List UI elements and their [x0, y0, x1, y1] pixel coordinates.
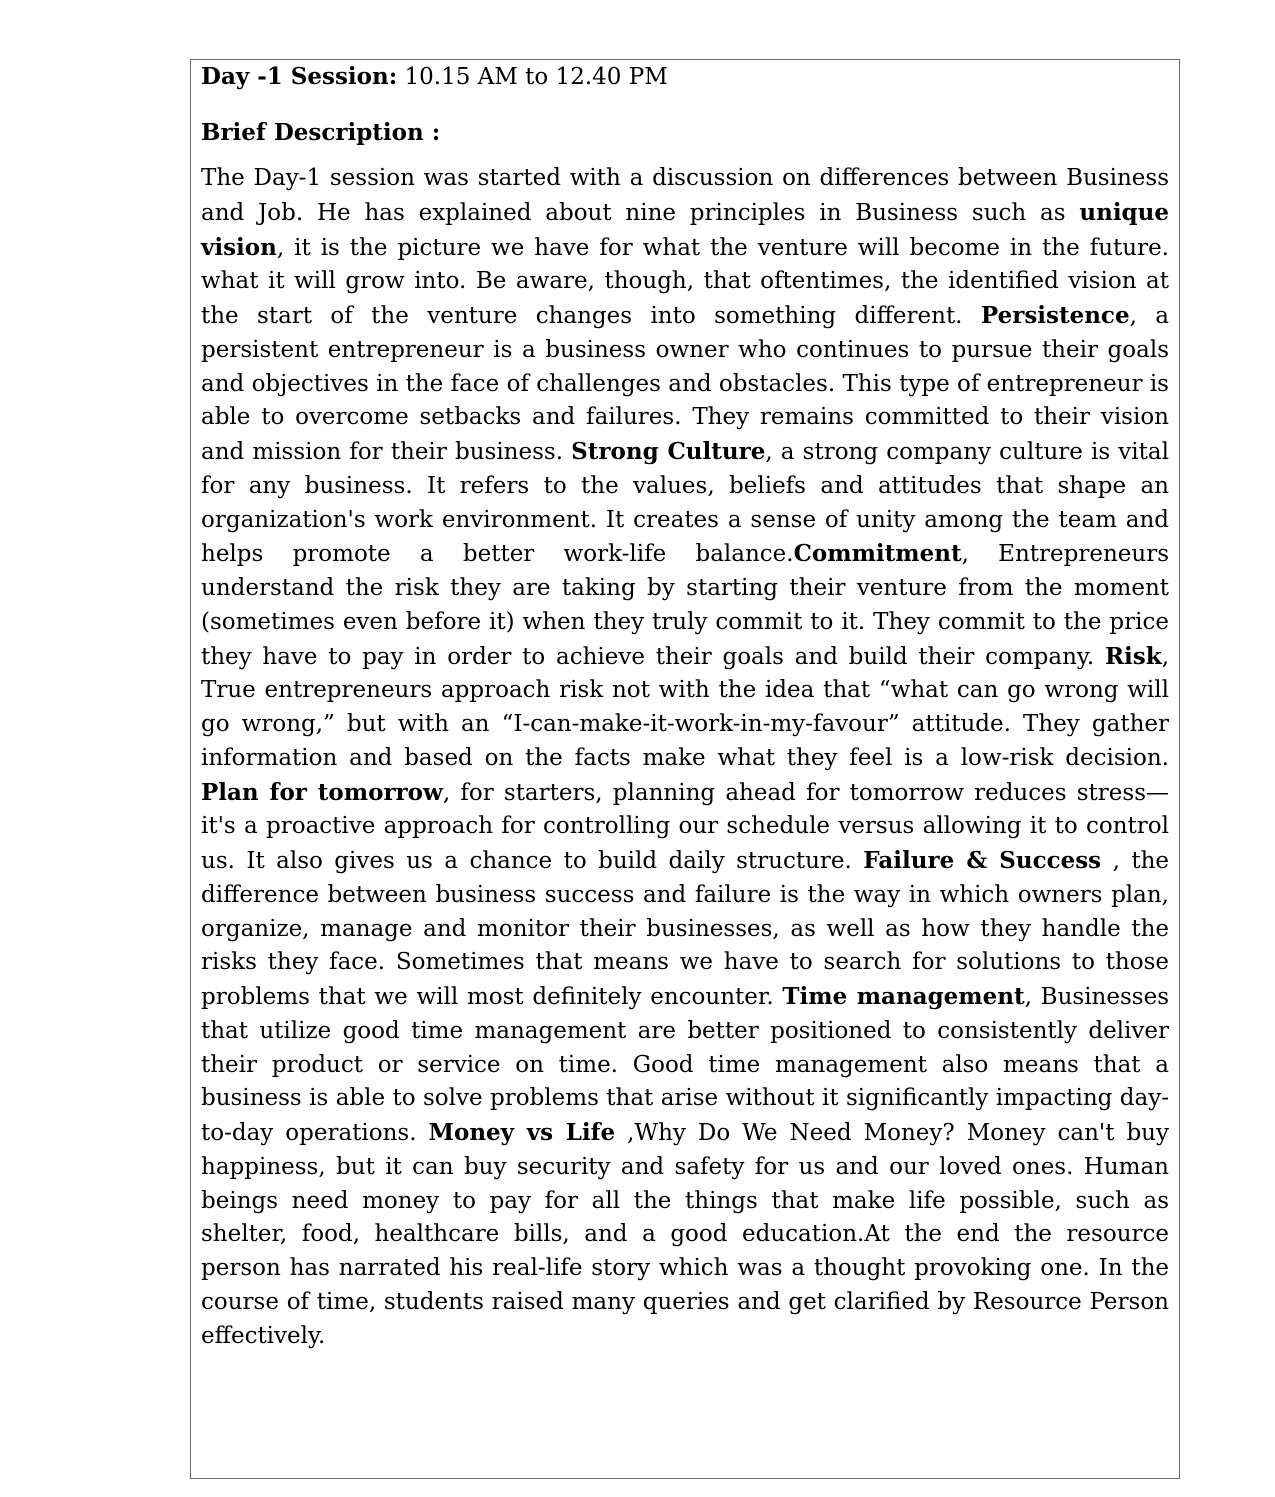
paragraph-text: , True entrepreneurs approach risk not with the idea that “what can go wrong will go wrong,” but with an “I-can-make-it-work-in-my-favour” attitude. They gather information and based on the facts make what they feel is a low-risk decision. — [201, 643, 1169, 771]
principle-term: Failure & Success — [863, 847, 1102, 874]
paragraph-text: ,Why Do We Need Money? Money can't buy happiness, but it can buy security and safety for us and our loved ones. Human beings need money to pay for all the things that make life possible, such as shelter, food, healthcare bills, and a good education.At the end the resource person has narrated his real-life story which was a thought provoking one. In the course of time, students raised many queries and get clarified by Resource Person effectively. — [201, 1120, 1169, 1349]
paragraph-text: , it is the picture we have for what the venture will become in the future. what it will grow into. Be aware, though, that oftentimes, the identified vision at the start of the venture changes into something different. — [201, 234, 1169, 329]
principle-term: Commitment — [793, 540, 962, 568]
principle-term: Strong Culture — [571, 438, 766, 465]
paragraph-text: , the difference between business success and failure is the way in which owners plan, organize, manage and monitor their businesses, as well as how they handle the risks they face. Sometimes that means we have to search for solutions to those problems that we will most definitely encounter. — [201, 848, 1169, 1010]
description-heading: Brief Description : — [201, 119, 441, 146]
paragraph-text: , a strong company culture is vital for any business. It refers to the values, beliefs and attitudes that shape an organization's work environment. It creates a sense of unity among the team and helps promote a better work-life balance. — [201, 439, 1169, 568]
principle-term: Plan for tomorrow — [201, 778, 443, 806]
paragraph-text: , for starters, planning ahead for tomorrow reduces stress—it's a proactive approach for controlling our schedule versus allowing it to control us. It also gives us a chance to build daily structure. — [201, 779, 1170, 874]
principle-term: Risk — [1104, 642, 1162, 670]
paragraph-text: , Businesses that utilize good time management are better positioned to consistently deliver their product or service on time. Good time management also means that a business is able to solve problems that arise without it significantly impacting day-to-day operations. — [201, 984, 1169, 1146]
session-time: 10.15 AM to 12.40 PM — [397, 64, 668, 90]
paragraph-text: The Day-1 session was started with a discussion on differences between Business and Job. He has explained about nine principles in Business such as — [201, 165, 1169, 226]
session-header — [201, 60, 668, 94]
paragraph-text: , Entrepreneurs understand the risk they are taking by starting their venture from the moment (sometimes even before it) when they truly commit to it. They commit to the price they have to pay in order to achieve their goals and build their company. — [201, 541, 1169, 670]
principle-term: Time management — [782, 983, 1025, 1010]
paragraph-text: , a persistent entrepreneur is a business owner who continues to pursue their goals and objectives in the face of challenges and obstacles. This type of entrepreneur is able to overcome setbacks and failures. They remains committed to their vision and mission for their business. — [201, 303, 1169, 465]
description-paragraph — [201, 162, 1169, 1353]
principle-term: Persistence — [980, 302, 1130, 329]
session-label: Day -1 Session: — [201, 63, 398, 90]
principle-term: unique vision — [201, 198, 1169, 261]
principle-term: Money vs Life — [428, 1119, 616, 1146]
